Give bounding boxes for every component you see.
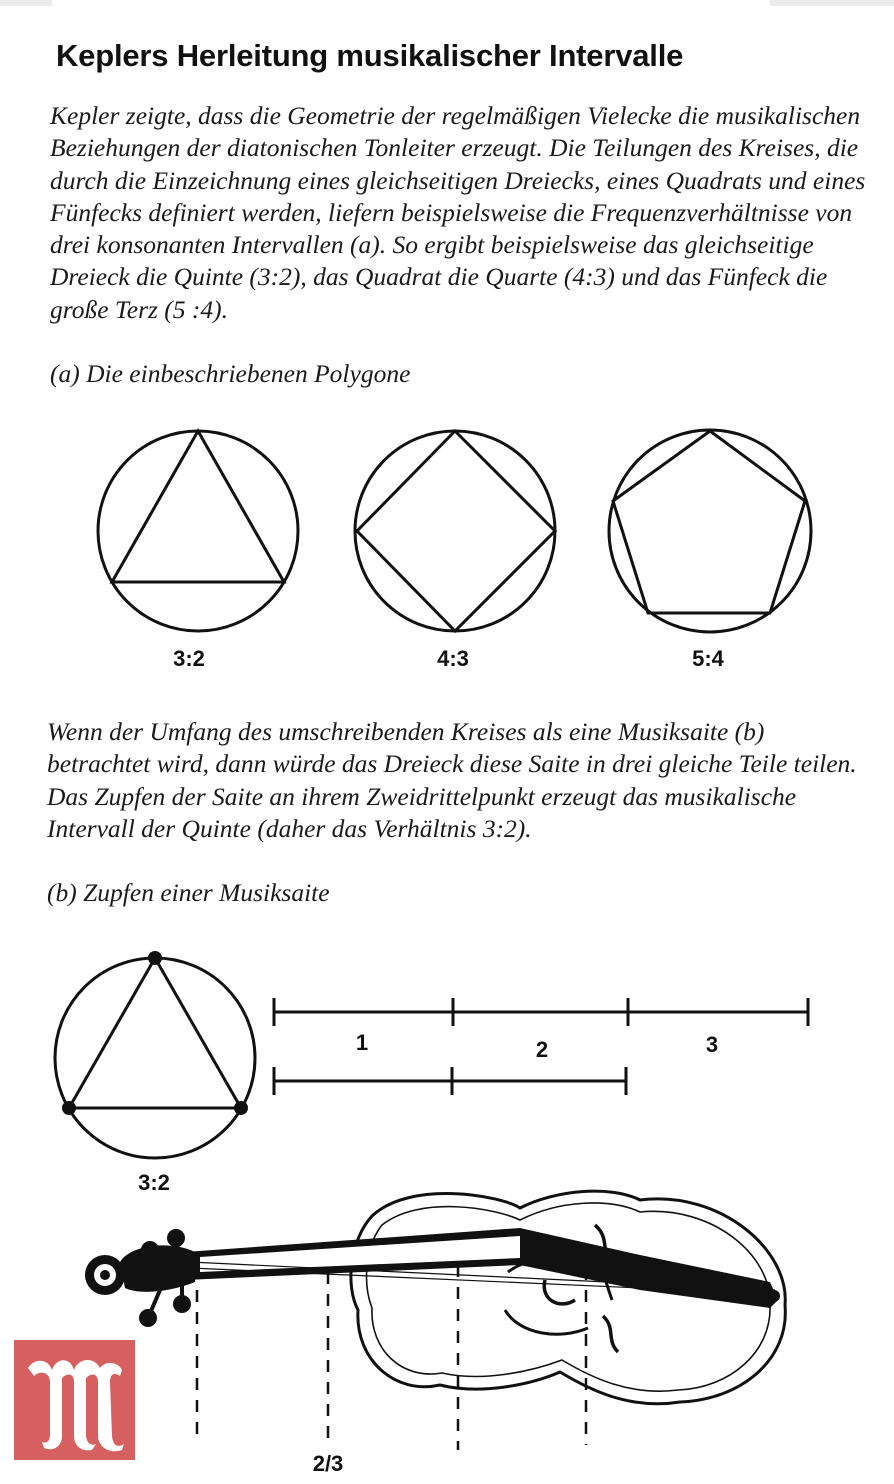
figure-b-caption: (b) Zupfen einer Musiksaite [47,878,330,907]
two-thirds-label: 2/3 [312,1451,344,1476]
violin-illustration [85,1191,785,1404]
string-two-thirds [274,1067,626,1095]
segment-label-3: 3 [705,1032,719,1057]
figure-a-caption: (a) Die einbeschriebenen Polygone [50,359,411,388]
string-triangle [69,958,241,1108]
ratio-label-triangle: 3:2 [173,646,205,671]
string-segments [274,998,808,1026]
string-ratio-label: 3:2 [138,1170,170,1195]
ratio-label-pentagon: 5:4 [692,646,724,671]
division-markers [197,1265,586,1450]
explanation-paragraph: Wenn der Umfang des umschreibenden Kreises als eine Musiksaite (b) betrachtet wird, dann würde das Dreieck diese Saite in drei gleiche Teile teilen. Das Zupfen der Saite an ihrem Zweidrittelpunkt erzeugt das musikalische Intervall der Quinte (daher das Verhältnis 3:2). [47,717,857,843]
vertex-dot-right [234,1101,248,1115]
intro-paragraph: Kepler zeigte, dass die Geometrie der regelmäßigen Vielecke die musikalischen Beziehungen der diatonischen Tonleiter erzeugt. Die Teilungen des Kreises, die durch die Einzeichnung eines gleichseitigen Dreiecks, eines Quadrats und eines Fünfecks definiert werden, liefern beispielsweise die Frequenzverhältnisse von drei konsonanten Intervallen (a). So ergibt beispielsweise das gleichseitige Dreieck die Quinte (3:2), das Quadrat die Quarte (4:3) und das Fünfeck die große Terz (5 :4). [50,101,866,324]
page-title: Keplers Herleitung musikalischer Intervalle [56,38,684,73]
string-triangle-figure [55,951,255,1158]
logo-m-icon [14,1340,135,1460]
segment-label-2: 2 [535,1037,549,1062]
ratio-label-square: 4:3 [437,646,469,671]
vertex-dot-top [148,951,162,965]
segment-label-1: 1 [355,1030,369,1055]
logo-badge [14,1340,135,1460]
string-circle [55,958,255,1158]
vertex-dot-left [62,1101,76,1115]
